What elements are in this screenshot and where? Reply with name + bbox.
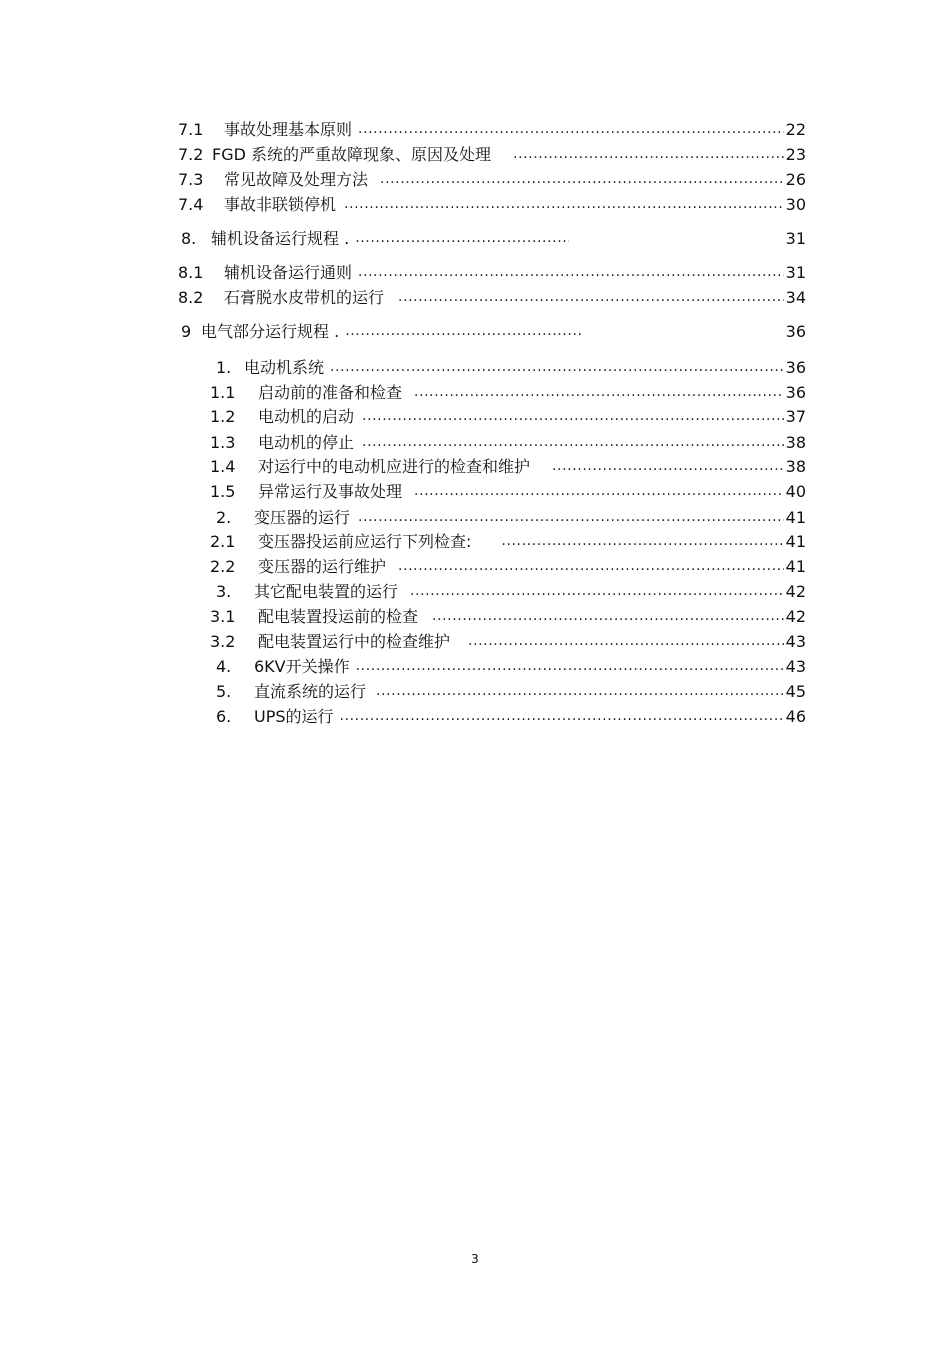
- toc-entry-page: 23: [785, 145, 806, 164]
- toc-entry-number: 6.: [216, 707, 232, 726]
- dot-leader: [340, 706, 784, 728]
- toc-entry-title: UPS的运行: [254, 707, 334, 726]
- toc-chapter: [181, 228, 806, 250]
- dot-leader: [330, 357, 784, 379]
- toc-entry-title: 直流系统的运行: [254, 682, 367, 701]
- toc-entry-title: 6KV开关操作: [254, 657, 350, 676]
- toc-entry-title: 电气部分运行规程 .: [201, 322, 340, 341]
- toc-entry-page: 37: [785, 407, 806, 426]
- dot-leader: [376, 681, 784, 703]
- dot-leader: [398, 556, 784, 578]
- toc-entry-number: 2.2: [210, 557, 236, 576]
- toc-entry-page: 43: [785, 657, 806, 676]
- toc-entry-title: 配电装置投运前的检查: [258, 607, 419, 626]
- toc-entry-title: 对运行中的电动机应进行的检查和维护: [258, 457, 531, 476]
- toc-entry: [210, 606, 806, 628]
- toc-entry-number: 7.4: [178, 195, 204, 214]
- dot-leader: [432, 606, 784, 628]
- toc-entry: [210, 406, 806, 428]
- toc-entry-title: 常见故障及处理方法: [224, 170, 369, 189]
- toc-entry: [178, 287, 806, 309]
- toc-entry-title: 电动机的启动: [258, 407, 355, 426]
- toc-entry-number: 3.1: [210, 607, 236, 626]
- toc-entry-page: 42: [785, 582, 806, 601]
- toc-entry-number: 1.4: [210, 457, 236, 476]
- toc-entry: [210, 432, 806, 454]
- toc-entry-title: 启动前的准备和检查: [258, 383, 403, 402]
- toc-entry-page: 34: [785, 288, 806, 307]
- toc-entry: [216, 581, 806, 603]
- toc-entry-page: 36: [785, 322, 806, 341]
- toc-entry-number: 3.2: [210, 632, 236, 651]
- toc-entry-number: 7.1: [178, 120, 204, 139]
- toc-entry: [216, 681, 806, 703]
- dot-leader: [414, 382, 784, 404]
- toc-entry-title: 变压器的运行: [254, 508, 351, 527]
- toc-entry-number: 2.: [216, 508, 232, 527]
- toc-entry-page: 42: [785, 607, 806, 626]
- dot-leader: [358, 262, 784, 284]
- dot-leader: [380, 169, 784, 191]
- toc-entry-page: 38: [785, 433, 806, 452]
- toc-entry-number: 1.1: [210, 383, 236, 402]
- toc-entry-page: 46: [785, 707, 806, 726]
- toc-entry: [216, 357, 806, 379]
- toc-entry-page: 45: [785, 682, 806, 701]
- toc-chapter: [181, 321, 806, 343]
- toc-entry-title: FGD 系统的严重故障现象、原因及处理: [212, 145, 492, 164]
- toc-entry-title: 异常运行及事故处理: [258, 482, 403, 501]
- toc-entry-page: 36: [785, 383, 806, 402]
- toc-entry-number: 8.1: [178, 263, 204, 282]
- toc-entry-page: 31: [785, 263, 806, 282]
- dot-leader: [358, 507, 784, 529]
- toc-entry-page: 36: [785, 358, 806, 377]
- toc-entry-number: 7.3: [178, 170, 204, 189]
- toc-entry-title: 辅机设备运行规程 .: [211, 229, 350, 248]
- dot-leader: [513, 144, 784, 166]
- toc-entry-page: 22: [785, 120, 806, 139]
- dot-leader: [414, 481, 784, 503]
- toc-entry: [210, 456, 806, 478]
- toc-entry-title: 事故处理基本原则: [224, 120, 353, 139]
- toc-entry-page: 41: [785, 557, 806, 576]
- dot-leader: [468, 631, 784, 653]
- toc-entry-number: 9: [181, 322, 192, 341]
- toc-entry-number: 2.1: [210, 532, 236, 551]
- toc-entry-title: 变压器的运行维护: [258, 557, 387, 576]
- toc-entry-title: 辅机设备运行通则: [224, 263, 353, 282]
- toc-entry-title: 变压器投运前应运行下列检查:: [258, 532, 472, 551]
- toc-entry: [216, 656, 806, 678]
- dot-leader: [358, 119, 784, 141]
- toc-entry-number: 8.: [181, 229, 197, 248]
- toc-entry: [210, 382, 806, 404]
- toc-entry-number: 1.5: [210, 482, 236, 501]
- toc-entry-title: 电动机的停止: [258, 433, 355, 452]
- toc-entry-page: 38: [785, 457, 806, 476]
- toc-entry: [178, 119, 806, 141]
- toc-entry-title: 电动机系统: [244, 358, 325, 377]
- dot-leader: [501, 531, 783, 553]
- toc-entry-title: 事故非联锁停机: [224, 195, 337, 214]
- toc-entry-page: 26: [785, 170, 806, 189]
- dot-leader: [355, 228, 569, 250]
- toc-entry-number: 1.3: [210, 433, 236, 452]
- toc-entry-page: 30: [785, 195, 806, 214]
- toc-entry-page: 40: [785, 482, 806, 501]
- toc-entry: [216, 507, 806, 529]
- toc-entry-number: 4.: [216, 657, 232, 676]
- toc-entry: [178, 262, 806, 284]
- toc-entry-number: 1.2: [210, 407, 236, 426]
- toc-entry-number: 1.: [216, 358, 232, 377]
- toc-entry: [178, 144, 806, 166]
- toc-entry: [210, 531, 806, 553]
- dot-leader: [362, 406, 784, 428]
- toc-entry-page: 31: [785, 229, 806, 248]
- dot-leader: [356, 656, 784, 678]
- toc-entry-title: 石膏脱水皮带机的运行: [224, 288, 385, 307]
- toc-entry-page: 41: [785, 508, 806, 527]
- dot-leader: [344, 194, 784, 216]
- toc-entry-number: 5.: [216, 682, 232, 701]
- toc-entry-page: 41: [785, 532, 806, 551]
- dot-leader: [410, 581, 784, 603]
- dot-leader: [552, 456, 784, 478]
- dot-leader: [362, 432, 784, 454]
- toc-entry-title: 其它配电装置的运行: [254, 582, 399, 601]
- toc-entry-page: 43: [785, 632, 806, 651]
- toc-entry-number: 7.2: [178, 145, 204, 164]
- toc-entry: [178, 194, 806, 216]
- toc-entry: [216, 706, 806, 728]
- toc-entry: [210, 556, 806, 578]
- toc-entry-number: 8.2: [178, 288, 204, 307]
- toc-entry: [178, 169, 806, 191]
- toc-entry-number: 3.: [216, 582, 232, 601]
- toc-entry: [210, 481, 806, 503]
- dot-leader: [398, 287, 784, 309]
- page-number: 3: [471, 1252, 479, 1266]
- toc-entry: [210, 631, 806, 653]
- dot-leader: [345, 321, 583, 343]
- toc-entry-title: 配电装置运行中的检查维护: [258, 632, 451, 651]
